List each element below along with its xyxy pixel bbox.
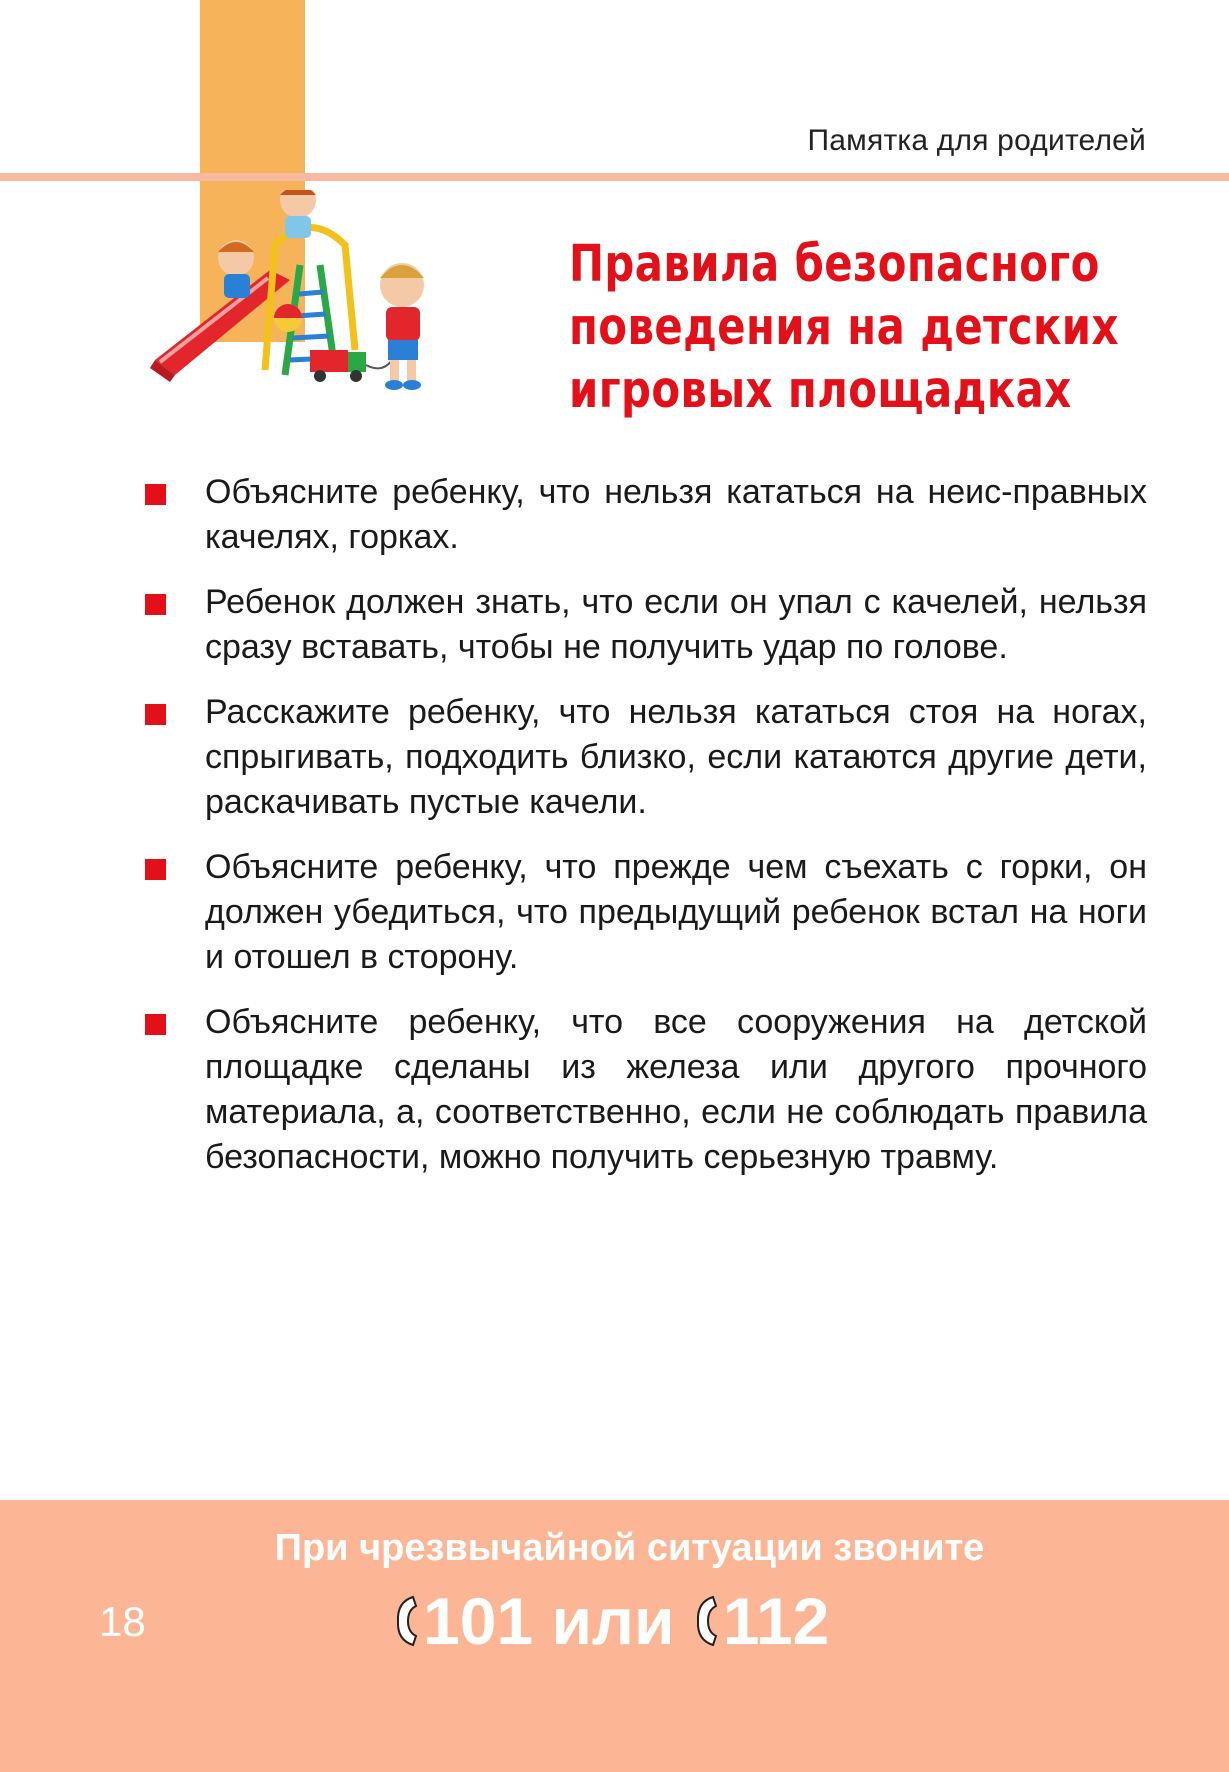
list-item	[142, 1000, 1147, 1180]
list-item	[142, 690, 1147, 825]
connector-text: или	[551, 1584, 675, 1658]
list-item	[142, 580, 1147, 670]
playground-illustration	[150, 190, 480, 440]
emergency-numbers	[393, 1583, 829, 1663]
title-line-3: игровых площадках	[569, 361, 1072, 420]
emergency-number-101: 101	[423, 1584, 534, 1658]
rules-list	[142, 470, 1147, 1200]
title-line-2: поведения на детских	[569, 298, 1119, 357]
page-number: 18	[99, 1598, 146, 1645]
rule-text: Объясните ребенку, что все сооружения на детской площадке сделаны из железа или другого прочного материала, а, соответственно, если не соблюдать правила безопасности, можно получить серьезную травму.	[205, 1003, 1147, 1176]
phone-icon	[693, 1594, 719, 1648]
header-divider	[0, 173, 1229, 181]
rule-text: Расскажите ребенку, что нельзя кататься стоя на ногах, спрыгивать, подходить близко, если катаются другие дети, раскачивать пустые качели.	[205, 693, 1147, 821]
rule-text: Ребенок должен знать, что если он упал с качелей, нельзя сразу вставать, чтобы не получить удар по голове.	[205, 583, 1147, 666]
title-line-1: Правила безопасного	[569, 235, 1100, 294]
bullet-icon	[145, 859, 166, 880]
bullet-icon	[145, 594, 166, 615]
bullet-icon	[145, 484, 166, 505]
rule-text: Объясните ребенку, что нельзя кататься на неис-правных качелях, горках.	[205, 473, 1147, 556]
emergency-number-112: 112	[722, 1584, 830, 1658]
rule-text: Объясните ребенку, что прежде чем съехать с горки, он должен убедиться, что предыдущий ребенок встал на ноги и отошел в сторону.	[205, 848, 1147, 976]
list-item	[142, 470, 1147, 560]
list-item	[142, 845, 1147, 980]
running-title: Памятка для родителей	[807, 124, 1146, 157]
bullet-icon	[145, 1014, 166, 1035]
phone-icon	[393, 1594, 419, 1648]
page-title	[569, 233, 1119, 422]
bullet-icon	[145, 704, 166, 725]
emergency-text: При чрезвычайной ситуации звоните	[274, 1527, 985, 1569]
